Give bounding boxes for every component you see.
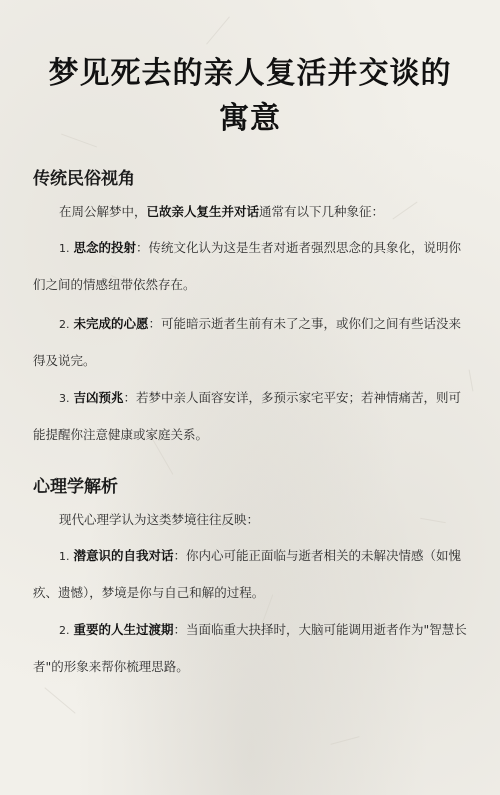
item-text: ：传统文化认为这是生者对逝者强烈思念的具象化，说明你们之间的情感纽带依然存在。: [33, 240, 462, 292]
intro-text: 通常有以下几种象征：: [259, 204, 385, 219]
page-title-line1: 梦见死去的亲人复活并交谈的: [48, 56, 452, 91]
item-bold: 潜意识的自我对话: [73, 548, 174, 563]
intro-bold: 已故亲人复生并对话: [146, 204, 260, 219]
item-text: ：可能暗示逝者生前有未了之事，或你们之间有些话没来得及说完。: [33, 316, 462, 368]
item-bold: 未完成的心愿: [73, 316, 149, 331]
list-item: [33, 380, 468, 453]
section-intro-folk: [33, 194, 468, 230]
item-text: ：你内心可能正面临与逝者相关的未解决情感（如愧疚、遗憾），梦境是你与自己和解的过程。: [33, 548, 462, 600]
item-bold: 思念的投射: [73, 240, 136, 255]
item-bold: 吉凶预兆: [73, 390, 124, 405]
list-item: [33, 230, 468, 303]
item-number: 2.: [59, 318, 70, 331]
item-number: 1.: [59, 242, 70, 255]
list-item: [33, 538, 468, 611]
section-intro-psychology: [33, 502, 468, 538]
section-heading-folk: 传统民俗视角: [33, 169, 135, 189]
item-number: 2.: [59, 624, 70, 637]
intro-text: 现代心理学认为这类梦境往往反映：: [59, 512, 260, 527]
item-number: 1.: [59, 550, 70, 563]
intro-text: 在周公解梦中，: [59, 204, 147, 219]
list-item: [33, 612, 468, 685]
page-title-line2: 寓意: [219, 101, 281, 136]
item-text: ：若梦中亲人面容安详，多预示家宅平安；若神情痛苦，则可能提醒你注意健康或家庭关系。: [33, 390, 462, 442]
section-heading-psychology: 心理学解析: [33, 477, 118, 497]
item-number: 3.: [59, 392, 70, 405]
list-item: [33, 306, 468, 379]
item-bold: 重要的人生过渡期: [73, 622, 174, 637]
item-text: ：当面临重大抉择时，大脑可能调用逝者作为"智慧长者"的形象来帮你梳理思路。: [33, 622, 467, 674]
